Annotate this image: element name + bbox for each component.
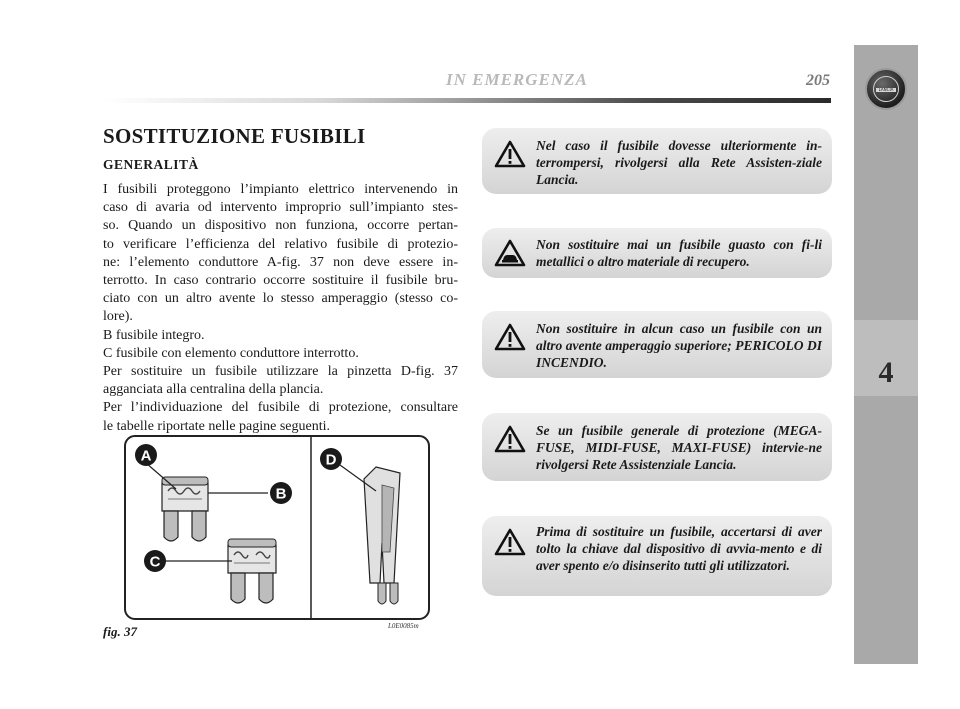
warning-box [482,128,832,194]
warning-triangle-icon [494,425,526,453]
header-rule [103,98,831,103]
body-line: ne: l’elemento conduttore A-fig. 37 non deve essere in- [103,254,458,270]
label-d: D [325,451,337,469]
list-item-c: C fusibile con elemento conduttore interrotto. [103,345,359,361]
body-line: to verificare l’efficienza del relativo fusibile di protezio- [103,236,458,252]
body-line: le tabelle riportate nelle pagine seguenti. [103,418,331,434]
warning-triangle-icon [494,323,526,351]
label-b: B [275,485,287,503]
list-item-b: B fusibile integro. [103,327,205,343]
warning-text: Prima di sostituire un fusibile, accertarsi di aver tolto la chiave dal dispositivo di avvia-mento e di aver spento e/o disinserito tutti gli utilizzatori. [536,524,822,573]
body-line: terrotto. In caso contrario occorre sostituire il fusibile bru- [103,273,458,289]
chapter-number: 4 [878,356,894,389]
body-line: I fusibili proteggono l’impianto elettrico intervenendo in [103,182,458,197]
warning-text: Non sostituire in alcun caso un fusibile con un altro avente amperaggio superiore; PERICOLO DI INCENDIO. [536,321,822,370]
body-text [103,181,458,436]
warning-box [482,516,832,596]
fuse-figure [124,435,430,620]
body-line: Per sostituire un fusibile utilizzare la pinzetta D-fig. 37 [103,364,458,380]
warning-box [482,228,832,278]
warning-text: Nel caso il fusibile dovesse ulteriormente in-terrompersi, rivolgersi alla Rete Assisten-ziale Lancia. [536,138,822,187]
body-line: ciato con un altro avente lo stesso amperaggio (stesso co- [103,291,458,307]
car-warning-icon [494,239,526,267]
running-header-title: IN EMERGENZA [446,70,588,89]
figure-code: L0E0085m [388,622,419,630]
side-tab-segment-bottom [854,396,918,664]
page-number: 205 [806,72,830,89]
warning-triangle-icon [494,140,526,168]
body-line: agganciata alla centralina della plancia. [103,382,324,398]
warning-box [482,413,832,481]
section-title: SOSTITUZIONE FUSIBILI [103,124,366,148]
figure-caption: fig. 37 [103,624,137,639]
body-line: so. Quando un dispositivo non funziona, occorre pertan- [103,218,458,234]
warning-box [482,311,832,378]
warning-triangle-icon [494,528,526,556]
subheading: GENERALITÀ [103,157,199,172]
body-line: lore). [103,309,133,325]
body-line: caso di avaria od intervento improprio sull’impianto stes- [103,200,458,216]
chapter-side-tab [854,45,918,664]
label-a: A [140,447,152,465]
warning-text: Se un fusibile generale di protezione (MEGA-FUSE, MIDI-FUSE, MAXI-FUSE) intervie-ne rivolgersi Rete Assistenziale Lancia. [536,423,822,472]
warning-text: Non sostituire mai un fusibile guasto con fi-li metallici o altro materiale di recupero. [536,237,822,269]
label-c: C [149,553,161,571]
logo-text: LANCIA [876,88,896,92]
lancia-logo-icon [865,68,907,110]
body-line: Per l’individuazione del fusibile di protezione, consultare [103,400,458,416]
